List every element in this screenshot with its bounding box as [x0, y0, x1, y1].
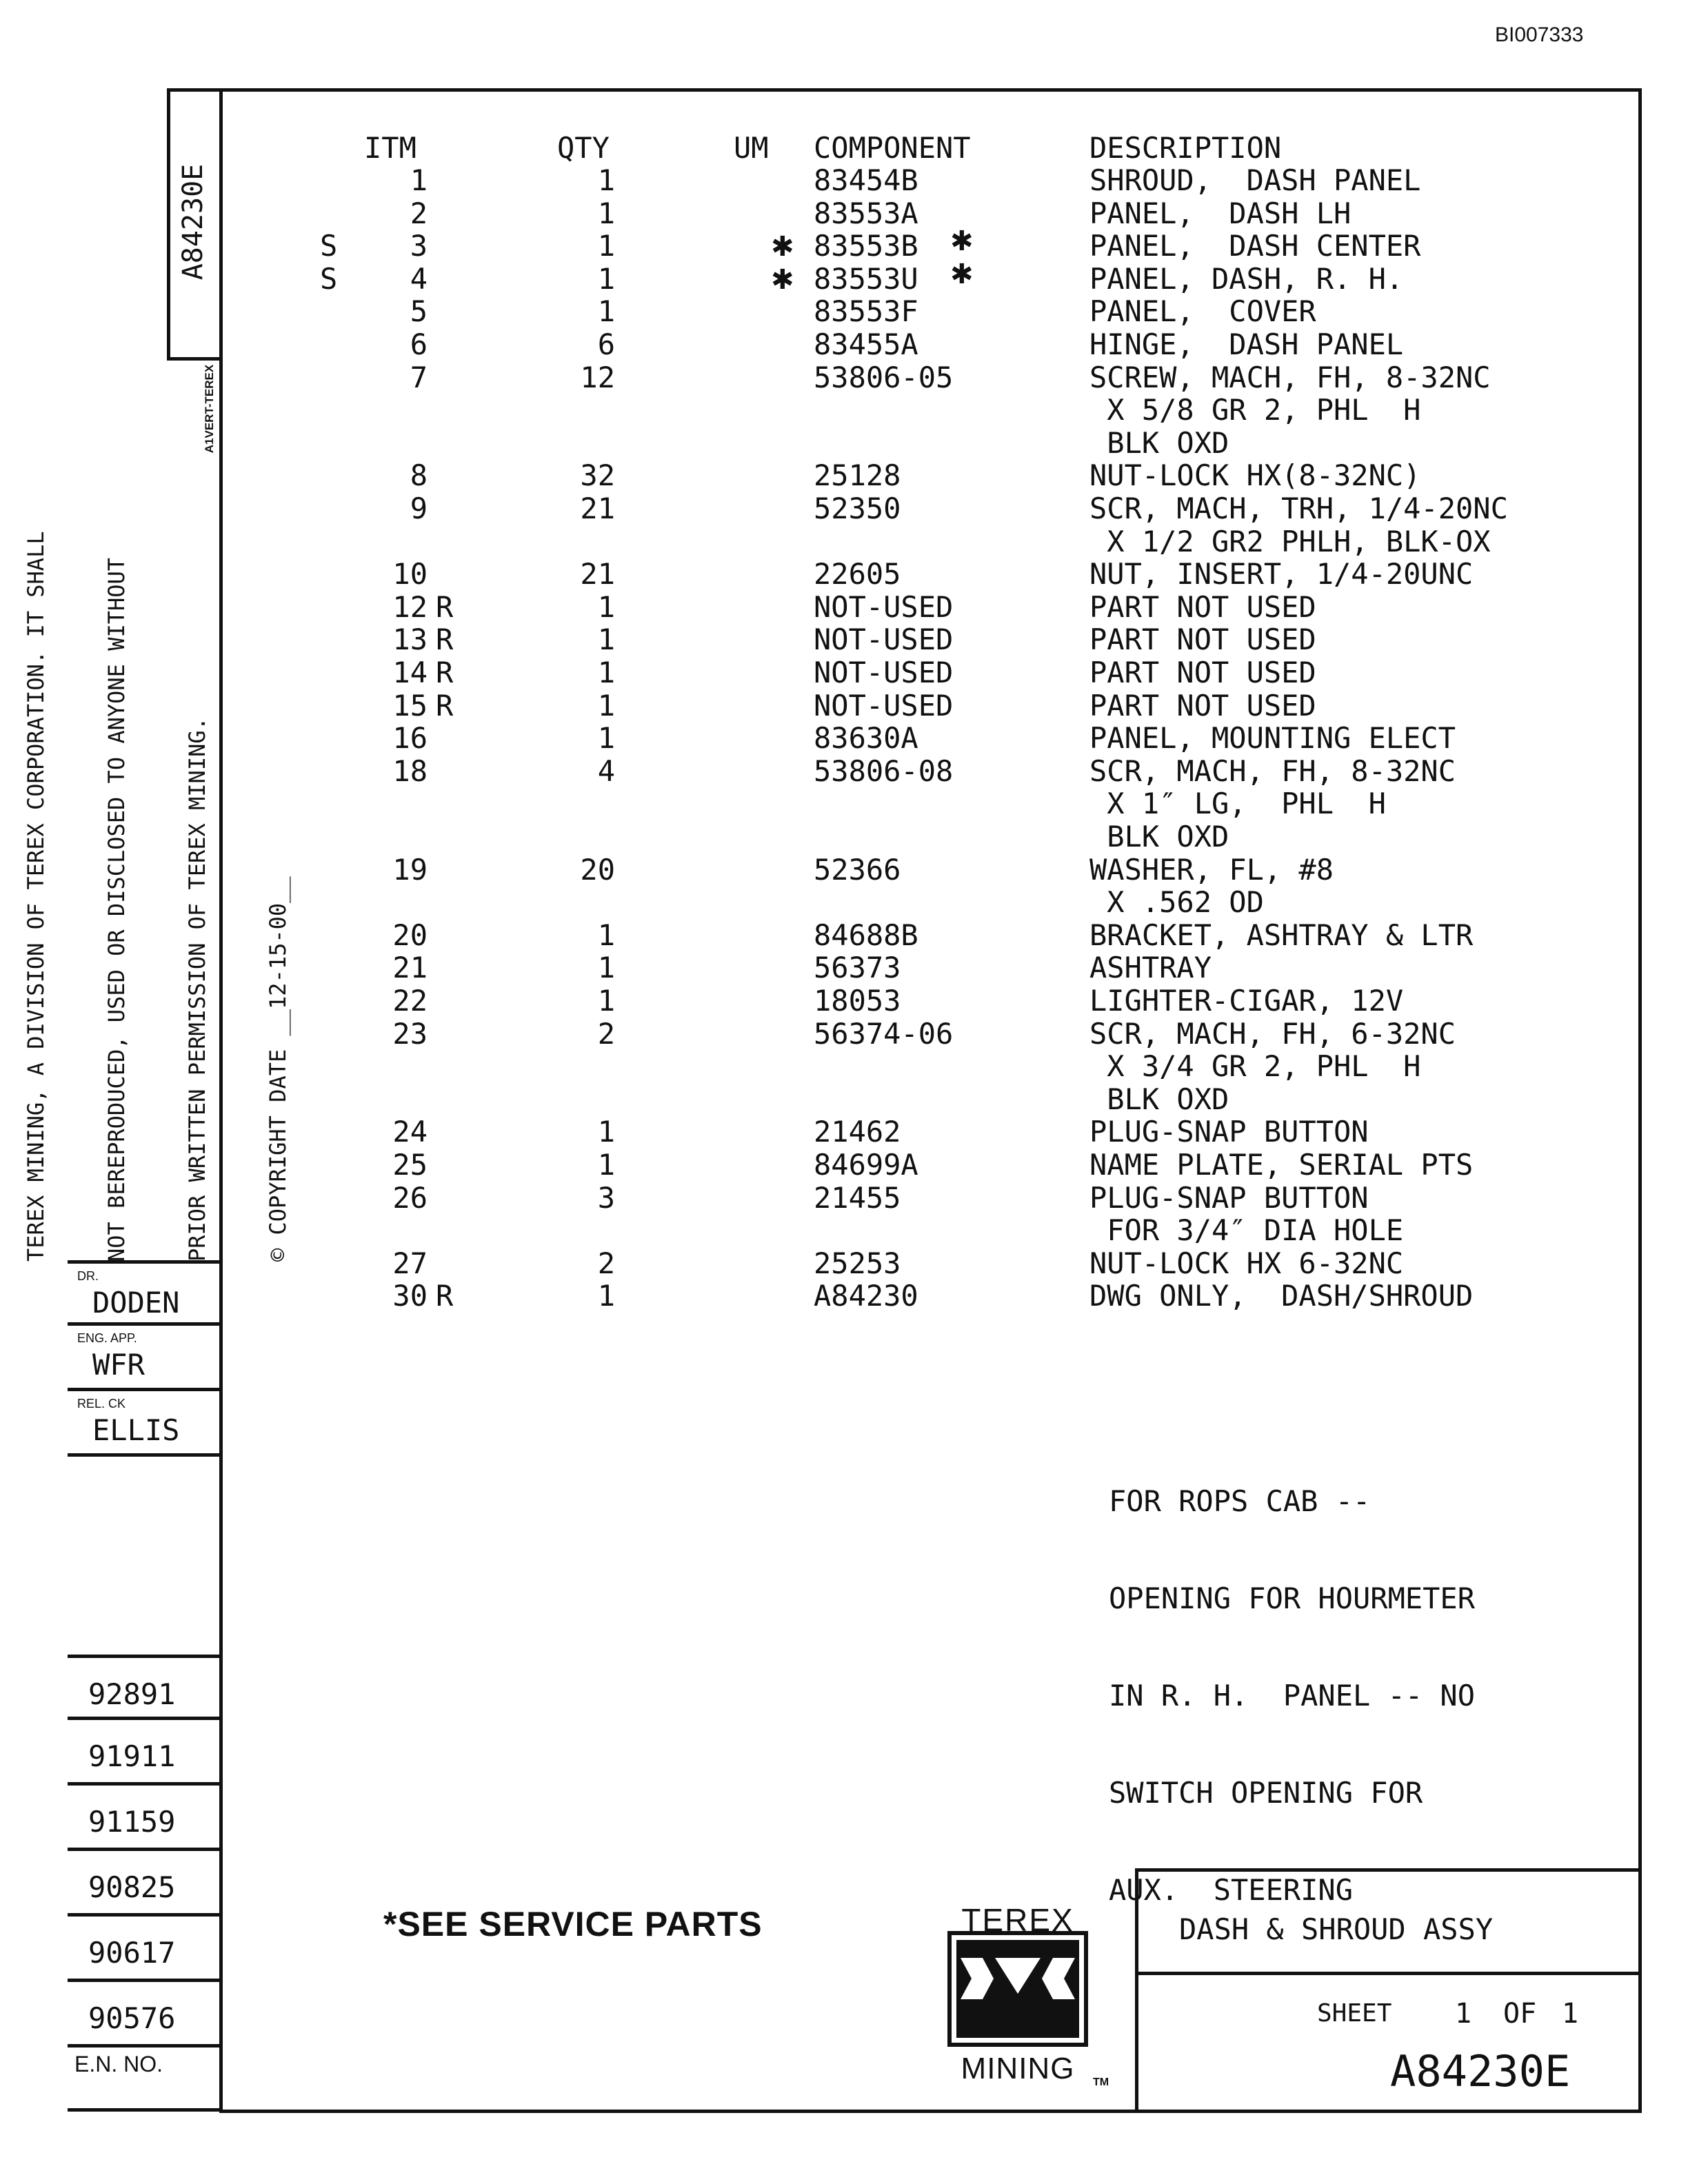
description: NAME PLATE, SERIAL PTS [1089, 1148, 1474, 1182]
item-number: 14 [392, 656, 428, 689]
component-number: NOT-USED [814, 656, 954, 689]
rops-note [1109, 1420, 1475, 1939]
quantity: 1 [597, 1115, 615, 1149]
item-number: 27 [392, 1246, 428, 1280]
note-line: AUX. STEERING [1109, 1873, 1354, 1907]
description-continuation: BLK OXD [1089, 820, 1229, 853]
en-number: 90576 [68, 1982, 219, 2048]
item-number: 20 [392, 918, 428, 952]
description: BRACKET, ASHTRAY & LTR [1089, 918, 1474, 952]
terex-logo-icon [947, 1930, 1089, 2048]
item-number: 12 [392, 589, 428, 624]
description: NUT-LOCK HX(8-32NC) [1089, 458, 1421, 493]
drawn-by-block [68, 1260, 219, 1326]
description-continuation: BLK OXD [1089, 425, 1229, 460]
en-label: E.N. NO. [74, 2052, 163, 2076]
description: SHROUD, DASH PANEL [1089, 163, 1421, 197]
quantity: 1 [597, 1148, 615, 1182]
sheet-total: 1 [1562, 1998, 1579, 2030]
service-parts-note: *SEE SERVICE PARTS [383, 1905, 763, 1943]
component-number: 52366 [814, 852, 901, 887]
quantity: 1 [597, 261, 615, 296]
drawn-by-label: DR. [77, 1269, 99, 1283]
header-itm: ITM [364, 131, 416, 165]
quantity: 1 [597, 623, 615, 657]
component-number: NOT-USED [814, 589, 954, 624]
item-number: 9 [410, 492, 428, 525]
logo-mining-text: MINING [961, 2052, 1075, 2085]
reference-flag: R [436, 623, 454, 657]
description: HINGE, DASH PANEL [1089, 327, 1404, 361]
quantity: 12 [580, 360, 615, 394]
component-number: 53806-05 [814, 360, 954, 394]
service-star-icon: ✱ [771, 231, 794, 263]
quantity: 1 [597, 589, 615, 624]
description-continuation: X 5/8 GR 2, PHL H [1089, 393, 1421, 427]
component-number: 21455 [814, 1180, 901, 1215]
quantity: 1 [597, 951, 615, 985]
quantity: 3 [597, 1180, 615, 1215]
reference-flag: R [436, 589, 454, 624]
side-drawing-number: A84230E [177, 163, 209, 281]
eng-app-value: WFR [92, 1348, 145, 1382]
notice-line: PRIOR WRITTEN PERMISSION OF TEREX MINING. [184, 717, 210, 1262]
component-number: NOT-USED [814, 623, 954, 657]
quantity: 1 [597, 984, 615, 1018]
sheet-of: OF [1503, 1998, 1537, 2030]
item-number: 16 [392, 721, 428, 756]
drawing-title: DASH & SHROUD ASSY [1179, 1912, 1494, 1946]
description: NUT, INSERT, 1/4-20UNC [1089, 557, 1474, 592]
component-number: 21462 [814, 1115, 901, 1149]
quantity: 20 [580, 852, 615, 887]
component-number: 56374-06 [814, 1016, 954, 1051]
component-number: 25253 [814, 1246, 901, 1280]
description-continuation: X 3/4 GR 2, PHL H [1089, 1049, 1421, 1084]
description: SCR, MACH, TRH, 1/4-20NC [1089, 492, 1508, 525]
en-number: 90617 [68, 1917, 219, 1982]
drawn-by-value: DODEN [92, 1286, 180, 1320]
note-line: FOR ROPS CAB -- [1109, 1484, 1371, 1518]
description: PART NOT USED [1089, 688, 1316, 722]
description: PANEL, MOUNTING ELECT [1089, 721, 1456, 756]
component-number: 83455A [814, 327, 918, 361]
quantity: 4 [597, 754, 615, 788]
quantity: 1 [597, 163, 615, 197]
proprietary-notice [0, 393, 319, 1262]
logo-terex-text: TEREX [961, 1902, 1074, 1938]
spare-flag: S [320, 229, 338, 263]
item-number: 7 [410, 360, 428, 394]
item-number: 5 [410, 294, 428, 329]
item-number: 24 [392, 1115, 428, 1149]
quantity: 2 [597, 1246, 615, 1280]
item-number: 6 [410, 327, 428, 361]
description: PLUG-SNAP BUTTON [1089, 1180, 1369, 1215]
item-number: 19 [392, 852, 428, 887]
component-number: 53806-08 [814, 754, 954, 788]
item-number: 25 [392, 1148, 428, 1182]
description: PART NOT USED [1089, 623, 1316, 657]
header-um: UM [734, 131, 769, 165]
description-continuation: BLK OXD [1089, 1082, 1229, 1116]
quantity: 1 [597, 1279, 615, 1313]
item-number: 15 [392, 688, 428, 722]
description-continuation: X 1/2 GR2 PHLH, BLK-OX [1089, 524, 1491, 558]
quantity: 1 [597, 294, 615, 329]
description: SCR, MACH, FH, 8-32NC [1089, 754, 1456, 788]
quantity: 2 [597, 1016, 615, 1051]
description: PLUG-SNAP BUTTON [1089, 1115, 1369, 1149]
note-line: SWITCH OPENING FOR [1109, 1776, 1423, 1810]
reference-flag: R [436, 1279, 454, 1313]
description-continuation: FOR 3/4″ DIA HOLE [1089, 1213, 1404, 1248]
description: NUT-LOCK HX 6-32NC [1089, 1246, 1404, 1280]
service-star-icon: ✱ [771, 263, 794, 296]
item-number: 22 [392, 984, 428, 1018]
note-line: OPENING FOR HOURMETER [1109, 1581, 1476, 1615]
item-number: 23 [392, 1016, 428, 1051]
item-number: 10 [392, 557, 428, 592]
description: ASHTRAY [1089, 951, 1212, 985]
component-number: 83553F [814, 294, 918, 329]
item-number: 1 [410, 163, 428, 197]
item-number: 3 [410, 229, 428, 263]
document-id: BI007333 [1495, 23, 1584, 46]
component-number: 18053 [814, 984, 901, 1018]
component-number: 84688B [814, 918, 918, 952]
header-description: DESCRIPTION [1089, 131, 1282, 165]
eng-app-block [68, 1326, 219, 1391]
description: SCR, MACH, FH, 6-32NC [1089, 1016, 1456, 1051]
description: PART NOT USED [1089, 656, 1316, 689]
item-number: 21 [392, 951, 428, 985]
description: PANEL, DASH, R. H. [1089, 261, 1404, 296]
description: LIGHTER-CIGAR, 12V [1089, 984, 1404, 1018]
component-number: 84699A [814, 1148, 918, 1182]
spare-flag: S [320, 261, 338, 296]
description: SCREW, MACH, FH, 8-32NC [1089, 360, 1491, 394]
component-number: 83553U [814, 261, 918, 296]
item-number: 18 [392, 754, 428, 788]
quantity: 32 [580, 458, 615, 493]
component-number: 56373 [814, 951, 901, 985]
quantity: 1 [597, 656, 615, 689]
component-number: 22605 [814, 557, 901, 592]
description: PANEL, DASH LH [1089, 196, 1352, 230]
quantity: 1 [597, 196, 615, 230]
item-number: 26 [392, 1180, 428, 1215]
notice-line: NOT BEREPRODUCED, USED OR DISCLOSED TO ANYONE WITHOUT [103, 557, 130, 1262]
note-line: IN R. H. PANEL -- NO [1109, 1679, 1476, 1712]
title-block-divider [1135, 1972, 1638, 1975]
side-tag: A1VERT-TEREX [203, 364, 216, 454]
rel-ck-label: REL. CK [77, 1397, 126, 1410]
component-number: 52350 [814, 492, 901, 525]
en-number: 91911 [68, 1720, 219, 1786]
description: PANEL, DASH CENTER [1089, 229, 1421, 263]
item-number: 8 [410, 458, 428, 493]
header-component: COMPONENT [814, 131, 971, 165]
component-number: 83553B [814, 229, 918, 263]
reference-flag: R [436, 656, 454, 689]
component-number: 83454B [814, 163, 918, 197]
description-continuation: X 1″ LG, PHL H [1089, 787, 1386, 821]
quantity: 1 [597, 918, 615, 952]
description: DWG ONLY, DASH/SHROUD [1089, 1279, 1474, 1313]
quantity: 1 [597, 688, 615, 722]
header-qty: QTY [557, 131, 610, 165]
quantity: 1 [597, 721, 615, 756]
quantity: 6 [597, 327, 615, 361]
en-number: 90825 [68, 1851, 219, 1917]
description: PART NOT USED [1089, 589, 1316, 624]
quantity: 21 [580, 492, 615, 525]
component-number: 83630A [814, 721, 918, 756]
component-number: A84230 [814, 1279, 918, 1313]
service-star-icon: ✱ [950, 225, 974, 258]
description: PANEL, COVER [1089, 294, 1316, 329]
rel-ck-block [68, 1391, 219, 1457]
component-number: 83553A [814, 196, 918, 230]
rel-ck-value: ELLIS [92, 1413, 180, 1447]
service-star-icon: ✱ [950, 258, 974, 290]
description: WASHER, FL, #8 [1089, 852, 1334, 887]
description-continuation: X .562 OD [1089, 885, 1264, 920]
trademark: TM [1093, 2076, 1109, 2088]
drawing-number: A84230E [1390, 2046, 1571, 2096]
item-number: 2 [410, 196, 428, 230]
sheet-number: 1 [1455, 1998, 1472, 2030]
en-bottom-rule [68, 2108, 219, 2112]
quantity: 1 [597, 229, 615, 263]
component-number: NOT-USED [814, 688, 954, 722]
item-number: 4 [410, 261, 428, 296]
en-number: 91159 [68, 1786, 219, 1851]
eng-app-label: ENG. APP. [77, 1331, 137, 1345]
notice-line: © COPYRIGHT DATE __12-15-00__ [265, 876, 291, 1262]
notice-line: TEREX MINING, A DIVISION OF TEREX CORPORATION. IT SHALL [23, 531, 49, 1262]
component-number: 25128 [814, 458, 901, 493]
item-number: 30 [392, 1279, 428, 1313]
reference-flag: R [436, 688, 454, 722]
sheet-label: SHEET [1317, 1999, 1392, 2028]
quantity: 21 [580, 557, 615, 592]
item-number: 13 [392, 623, 428, 657]
en-number: 92891 [68, 1655, 219, 1720]
